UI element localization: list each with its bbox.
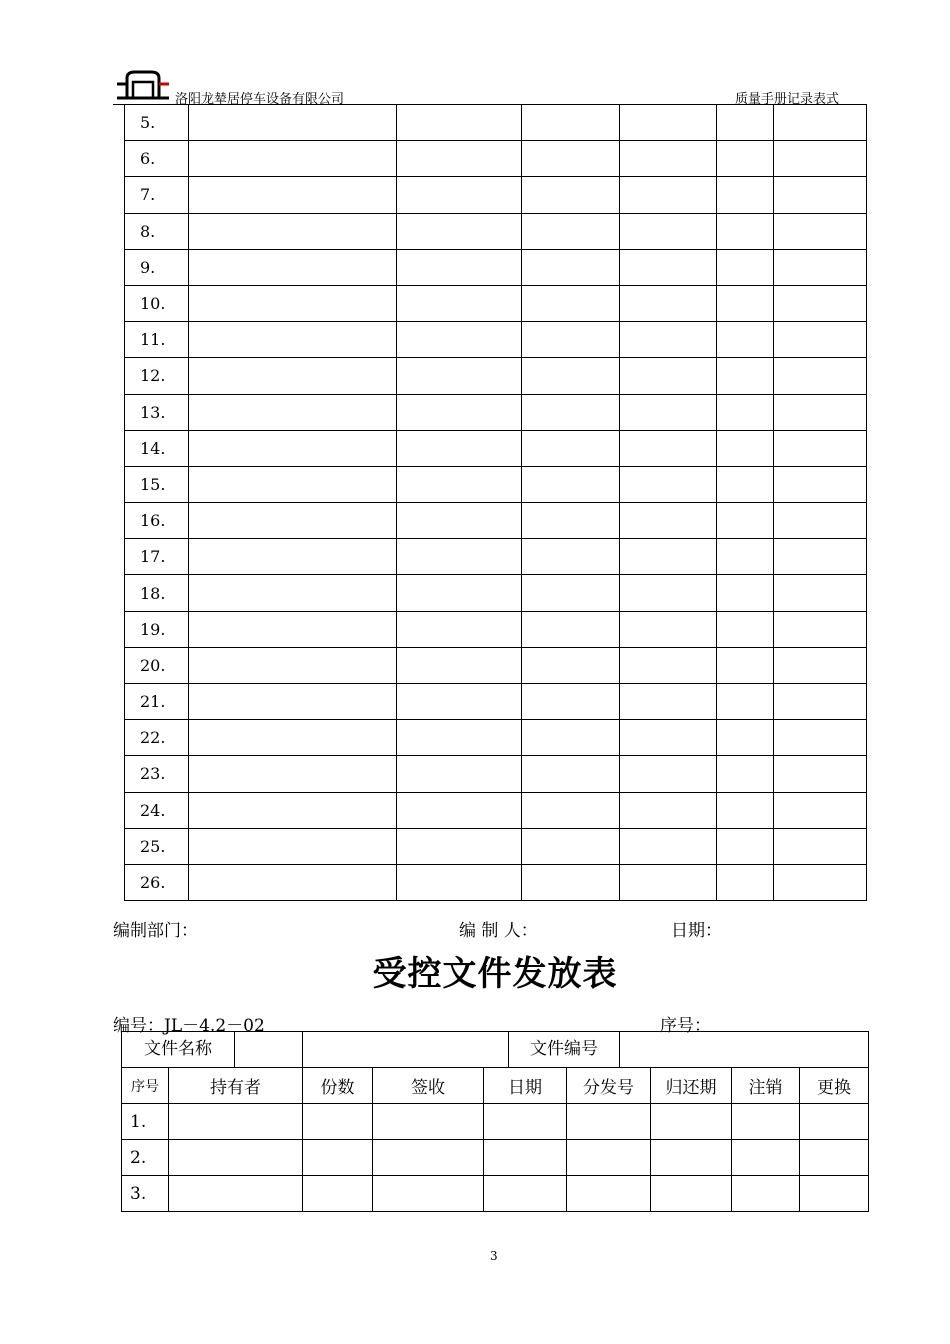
table-cell[interactable] (303, 1104, 373, 1140)
table-cell[interactable] (522, 141, 620, 177)
table-row (125, 141, 867, 177)
serial-label: 序号： (660, 1016, 711, 1036)
table-cell[interactable] (774, 141, 867, 177)
company-logo (113, 68, 173, 104)
table-cell[interactable] (620, 358, 717, 394)
table-cell[interactable] (717, 466, 774, 502)
table-cell[interactable] (522, 864, 620, 900)
table-cell[interactable] (717, 539, 774, 575)
table-cell[interactable] (189, 394, 397, 430)
table-row (125, 828, 867, 864)
table-cell[interactable] (651, 1104, 732, 1140)
table-cell[interactable] (522, 720, 620, 756)
table-cell[interactable] (717, 828, 774, 864)
table-cell[interactable] (169, 1176, 303, 1212)
table-cell[interactable] (717, 358, 774, 394)
table-cell[interactable] (397, 213, 522, 249)
row-number: 25. (125, 828, 189, 864)
table-cell[interactable] (522, 322, 620, 358)
table-cell[interactable] (774, 539, 867, 575)
table-cell[interactable] (717, 141, 774, 177)
table-cell[interactable] (732, 1140, 800, 1176)
row-number: 21. (125, 684, 189, 720)
table-row (125, 394, 867, 430)
row-number: 16. (125, 503, 189, 539)
form-title: 受控文件发放表 (372, 954, 618, 994)
row-number: 2. (122, 1140, 169, 1176)
row-number: 9. (125, 249, 189, 285)
table-cell[interactable] (397, 647, 522, 683)
table-cell[interactable] (373, 1140, 484, 1176)
table-row (125, 647, 867, 683)
table-cell[interactable] (774, 466, 867, 502)
table-cell[interactable] (397, 141, 522, 177)
table-cell[interactable] (774, 105, 867, 141)
table-cell[interactable] (651, 1140, 732, 1176)
table-cell[interactable] (189, 792, 397, 828)
table-cell[interactable] (620, 684, 717, 720)
table-row (125, 792, 867, 828)
table-cell[interactable] (522, 394, 620, 430)
table-cell[interactable] (620, 828, 717, 864)
table-cell[interactable] (303, 1140, 373, 1176)
table-cell[interactable] (189, 647, 397, 683)
table-row (125, 249, 867, 285)
table-cell[interactable] (189, 141, 397, 177)
column-header: 归还期 (651, 1068, 732, 1104)
table-row (125, 105, 867, 141)
table-cell[interactable] (189, 430, 397, 466)
table-cell[interactable] (774, 792, 867, 828)
table-cell[interactable] (397, 105, 522, 141)
table-cell[interactable] (397, 539, 522, 575)
table-cell[interactable] (717, 105, 774, 141)
table-cell[interactable] (774, 611, 867, 647)
table-cell[interactable] (397, 864, 522, 900)
table-cell[interactable] (717, 322, 774, 358)
table-cell[interactable] (620, 575, 717, 611)
table-cell[interactable] (620, 647, 717, 683)
table-cell[interactable] (397, 828, 522, 864)
row-number: 13. (125, 394, 189, 430)
row-number: 17. (125, 539, 189, 575)
table-row (125, 285, 867, 321)
table-row (125, 213, 867, 249)
preparer-label: 编 制 人： (459, 921, 538, 941)
file-name-value[interactable] (235, 1032, 302, 1067)
table-cell[interactable] (567, 1176, 651, 1212)
row-number: 10. (125, 285, 189, 321)
table-cell[interactable] (484, 1140, 567, 1176)
table-cell[interactable] (169, 1140, 303, 1176)
table-cell[interactable] (397, 177, 522, 213)
table-row (125, 322, 867, 358)
table-cell[interactable] (620, 720, 717, 756)
table-cell[interactable] (189, 285, 397, 321)
table-cell[interactable] (620, 394, 717, 430)
table-cell[interactable] (397, 503, 522, 539)
table-row (125, 720, 867, 756)
table-cell[interactable] (484, 1104, 567, 1140)
table-cell[interactable] (397, 358, 522, 394)
table-cell[interactable] (397, 792, 522, 828)
table-cell[interactable] (774, 177, 867, 213)
table-cell[interactable] (189, 684, 397, 720)
dept-label: 编制部门： (113, 921, 198, 941)
table-cell[interactable] (620, 322, 717, 358)
file-no-value[interactable] (620, 1032, 868, 1067)
table-cell[interactable] (189, 720, 397, 756)
table-row (125, 466, 867, 502)
table-cell[interactable] (620, 177, 717, 213)
table-cell[interactable] (522, 611, 620, 647)
column-header: 签收 (373, 1068, 484, 1104)
table-cell[interactable] (774, 720, 867, 756)
table-cell[interactable] (774, 249, 867, 285)
table-cell[interactable] (373, 1176, 484, 1212)
table-cell[interactable] (373, 1104, 484, 1140)
table-cell[interactable] (717, 684, 774, 720)
table-cell[interactable] (717, 430, 774, 466)
table-cell[interactable] (189, 503, 397, 539)
table-row (125, 358, 867, 394)
table-cell[interactable] (397, 611, 522, 647)
table-cell[interactable] (717, 720, 774, 756)
table-cell[interactable] (522, 105, 620, 141)
table-cell[interactable] (397, 322, 522, 358)
table-cell[interactable] (522, 828, 620, 864)
table-row (122, 1176, 869, 1212)
column-header: 持有者 (169, 1068, 303, 1104)
row-number: 5. (125, 105, 189, 141)
table-cell[interactable] (717, 575, 774, 611)
table-cell[interactable] (774, 864, 867, 900)
table-cell[interactable] (620, 430, 717, 466)
table-cell[interactable] (522, 539, 620, 575)
table-cell[interactable] (397, 430, 522, 466)
table-cell[interactable] (522, 503, 620, 539)
table-cell[interactable] (717, 647, 774, 683)
table-cell[interactable] (620, 756, 717, 792)
table-cell[interactable] (522, 177, 620, 213)
table-cell[interactable] (620, 249, 717, 285)
row-number: 7. (125, 177, 189, 213)
table-cell[interactable] (774, 322, 867, 358)
table-cell[interactable] (774, 503, 867, 539)
table-cell[interactable] (522, 756, 620, 792)
table-cell[interactable] (567, 1140, 651, 1176)
table-cell[interactable] (717, 213, 774, 249)
table-row (125, 611, 867, 647)
table-row (125, 177, 867, 213)
table-cell[interactable] (189, 756, 397, 792)
table-row (125, 864, 867, 900)
table-cell[interactable] (484, 1176, 567, 1212)
file-info-row (122, 1032, 869, 1068)
table-cell[interactable] (620, 285, 717, 321)
table-cell[interactable] (522, 792, 620, 828)
company-name: 洛阳龙辇居停车设备有限公司 (175, 92, 345, 107)
table-cell[interactable] (620, 141, 717, 177)
column-header: 序号 (122, 1068, 169, 1104)
table-cell[interactable] (774, 213, 867, 249)
column-header: 日期 (484, 1068, 567, 1104)
form-number: 编号：JL－4.2－02 (113, 1016, 265, 1036)
table-cell[interactable] (522, 249, 620, 285)
table-row (122, 1140, 869, 1176)
row-number: 26. (125, 864, 189, 900)
table-row (122, 1104, 869, 1140)
table-cell[interactable] (397, 466, 522, 502)
row-number: 3. (122, 1176, 169, 1212)
table-row (125, 575, 867, 611)
table-cell[interactable] (774, 828, 867, 864)
row-number: 6. (125, 141, 189, 177)
table-cell[interactable] (189, 105, 397, 141)
table-cell[interactable] (620, 864, 717, 900)
table-cell[interactable] (397, 720, 522, 756)
table-cell[interactable] (522, 684, 620, 720)
table-cell[interactable] (717, 285, 774, 321)
table-cell[interactable] (189, 249, 397, 285)
distribution-table (121, 1031, 869, 1212)
row-number: 23. (125, 756, 189, 792)
table-cell[interactable] (717, 864, 774, 900)
column-header: 注销 (732, 1068, 800, 1104)
table-cell[interactable] (620, 213, 717, 249)
table-cell[interactable] (169, 1104, 303, 1140)
table-cell[interactable] (620, 611, 717, 647)
table-cell[interactable] (189, 466, 397, 502)
table-cell[interactable] (620, 466, 717, 502)
row-number: 19. (125, 611, 189, 647)
page-number: 3 (490, 1249, 498, 1263)
table-cell[interactable] (620, 539, 717, 575)
table-cell[interactable] (522, 575, 620, 611)
row-number: 1. (122, 1104, 169, 1140)
table-cell[interactable] (774, 684, 867, 720)
table-row (125, 430, 867, 466)
table-row (125, 503, 867, 539)
table-cell[interactable] (800, 1176, 869, 1212)
row-number: 11. (125, 322, 189, 358)
file-name-value-cont[interactable] (303, 1032, 509, 1067)
table-cell[interactable] (774, 430, 867, 466)
table-cell[interactable] (189, 828, 397, 864)
table-cell[interactable] (397, 684, 522, 720)
table-cell[interactable] (717, 394, 774, 430)
table-cell[interactable] (522, 358, 620, 394)
table-cell[interactable] (303, 1176, 373, 1212)
table-cell[interactable] (522, 430, 620, 466)
table-cell[interactable] (522, 466, 620, 502)
column-header: 份数 (303, 1068, 373, 1104)
row-number: 14. (125, 430, 189, 466)
table-cell[interactable] (397, 756, 522, 792)
table-cell[interactable] (800, 1140, 869, 1176)
table-cell[interactable] (189, 864, 397, 900)
table-cell[interactable] (189, 358, 397, 394)
row-number: 18. (125, 575, 189, 611)
table-cell[interactable] (620, 792, 717, 828)
form-label: 质量手册记录表式 (735, 92, 840, 107)
table-cell[interactable] (717, 756, 774, 792)
table-cell[interactable] (774, 575, 867, 611)
table-row (125, 684, 867, 720)
table-cell[interactable] (732, 1176, 800, 1212)
table-cell[interactable] (717, 792, 774, 828)
table-cell[interactable] (732, 1104, 800, 1140)
table-cell[interactable] (189, 539, 397, 575)
table-row (125, 756, 867, 792)
column-header: 更换 (800, 1068, 869, 1104)
column-header-row (122, 1068, 869, 1104)
table-cell[interactable] (717, 249, 774, 285)
table-cell[interactable] (397, 394, 522, 430)
row-number: 8. (125, 213, 189, 249)
table-cell[interactable] (717, 177, 774, 213)
table-cell[interactable] (651, 1176, 732, 1212)
table-cell[interactable] (522, 213, 620, 249)
file-no-label: 文件编号 (509, 1032, 620, 1067)
table-cell[interactable] (397, 249, 522, 285)
row-number: 24. (125, 792, 189, 828)
table-cell[interactable] (774, 285, 867, 321)
table-cell[interactable] (774, 358, 867, 394)
row-number: 22. (125, 720, 189, 756)
table-cell[interactable] (189, 611, 397, 647)
date-label: 日期： (671, 921, 722, 941)
table-cell[interactable] (620, 105, 717, 141)
table-cell[interactable] (522, 647, 620, 683)
row-number: 12. (125, 358, 189, 394)
row-number: 15. (125, 466, 189, 502)
table-row (125, 539, 867, 575)
table-cell[interactable] (800, 1104, 869, 1140)
table-cell[interactable] (522, 285, 620, 321)
row-number: 20. (125, 647, 189, 683)
table-cell[interactable] (397, 575, 522, 611)
table-cell[interactable] (189, 213, 397, 249)
table-cell[interactable] (717, 611, 774, 647)
table-cell[interactable] (397, 285, 522, 321)
table-cell[interactable] (620, 503, 717, 539)
table-cell[interactable] (567, 1104, 651, 1140)
record-table (124, 104, 867, 901)
table-cell[interactable] (774, 394, 867, 430)
table-cell[interactable] (717, 503, 774, 539)
table-cell[interactable] (189, 177, 397, 213)
column-header: 分发号 (567, 1068, 651, 1104)
table-cell[interactable] (189, 575, 397, 611)
table-cell[interactable] (189, 322, 397, 358)
table-cell[interactable] (774, 647, 867, 683)
file-name-label: 文件名称 (122, 1032, 235, 1067)
table-cell[interactable] (774, 756, 867, 792)
